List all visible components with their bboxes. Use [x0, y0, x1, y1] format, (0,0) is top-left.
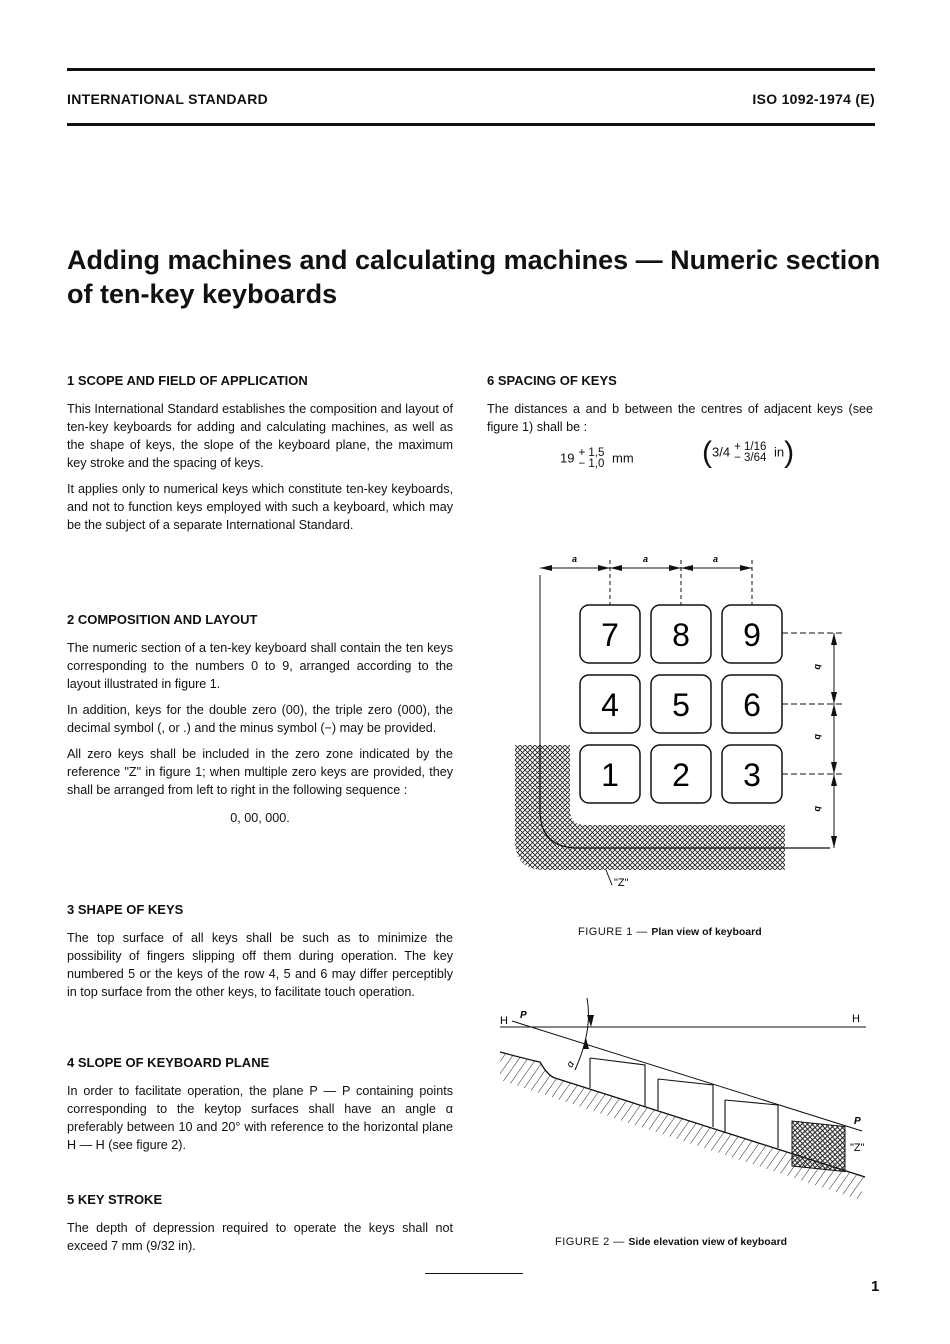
key-label: 9 — [743, 617, 761, 653]
zero-sequence: 0, 00, 000. — [230, 811, 290, 825]
figure-1-plan-view — [500, 545, 860, 895]
figure-1-caption: FIGURE 1 — Plan view of keyboard — [578, 926, 762, 938]
section-heading: 5 KEY STROKE — [67, 1192, 163, 1207]
page-title: Adding machines and calculating machines — Numeric section of ten-key keyboards — [67, 245, 881, 309]
spacing-formula-in: (3/4 + 1/16 − 3/64 in) — [702, 436, 795, 469]
svg-text:b: b — [813, 664, 823, 670]
svg-text:H: H — [500, 1015, 508, 1027]
footer-rule — [425, 1273, 523, 1274]
key-label: 5 — [672, 687, 690, 723]
spacing-formula-mm: 19 + 1,5 − 1,0 mm — [560, 447, 634, 470]
paragraph: The top surface of all keys shall be such as to minimize the possibility of fingers slipping off them during operation. The key numbered 5 or the keys of the row 4, 5 and 6 may differ perceptibly in top surface from the other keys, to facilitate touch operation. — [67, 931, 453, 999]
section-heading: 2 COMPOSITION AND LAYOUT — [67, 612, 258, 627]
header-rule — [67, 123, 875, 126]
key-label: 6 — [743, 687, 761, 723]
svg-text:P: P — [520, 1010, 527, 1021]
section-6 — [487, 372, 873, 444]
paragraph: The numeric section of a ten-key keyboard shall contain the ten keys corresponding to the numbers 0 to 9, arranged according to the layout illustrated in figure 1. — [67, 641, 453, 691]
section-1 — [67, 372, 453, 542]
svg-text:"Z": "Z" — [614, 877, 629, 889]
key-label: 1 — [601, 757, 619, 793]
top-rule — [67, 68, 875, 71]
key-label: 8 — [672, 617, 690, 653]
key-label: 2 — [672, 757, 690, 793]
paragraph: This International Standard establishes the composition and layout of ten-key keyboards for adding and calculating machines, as well as the shape of keys, the slope of the keyboard plane, the maximum key stroke and the spacing of keys. — [67, 402, 453, 470]
paragraph: The depth of depression required to operate the keys shall not exceed 7 mm (9/32 in). — [67, 1221, 453, 1253]
paragraph: In order to facilitate operation, the plane P — P containing points corresponding to the keytop surfaces shall have an angle α preferably between 10 and 20° with reference to the horizontal plane H — H (see figure 2). — [67, 1084, 453, 1152]
svg-text:H: H — [852, 1013, 860, 1025]
section-5 — [67, 1191, 453, 1263]
header-left: INTERNATIONAL STANDARD — [67, 91, 269, 107]
svg-text:"Z": "Z" — [850, 1142, 865, 1154]
section-heading: 1 SCOPE AND FIELD OF APPLICATION — [67, 373, 308, 388]
section-4 — [67, 1054, 453, 1162]
key-label: 3 — [743, 757, 761, 793]
figure-2-caption: FIGURE 2 — Side elevation view of keyboard — [555, 1236, 788, 1248]
section-heading: 3 SHAPE OF KEYS — [67, 902, 184, 917]
header-right: ISO 1092-1974 (E) — [752, 91, 875, 107]
key-label: 4 — [601, 687, 619, 723]
svg-text:α: α — [564, 1059, 578, 1070]
paragraph: All zero keys shall be included in the zero zone indicated by the reference "Z" in figure 1; when multiple zero keys are provided, they shall be arranged from left to right in the following sequence : — [67, 747, 453, 797]
svg-text:a: a — [643, 554, 649, 564]
svg-text:a: a — [572, 554, 578, 564]
paragraph: In addition, keys for the double zero (00), the triple zero (000), the decimal symbol (, or .) and the minus symbol (−) may be provided. — [67, 703, 453, 735]
paragraph: The distances a and b between the centres of adjacent keys (see figure 1) shall be : — [487, 402, 873, 434]
key-label: 7 — [601, 617, 619, 653]
section-heading: 6 SPACING OF KEYS — [487, 373, 617, 388]
figure-2-side-elevation — [490, 990, 880, 1210]
svg-text:a: a — [713, 554, 719, 564]
svg-text:P: P — [854, 1116, 861, 1127]
svg-text:b: b — [813, 806, 823, 812]
svg-text:b: b — [813, 734, 823, 740]
section-3 — [67, 901, 453, 1009]
paragraph: It applies only to numerical keys which constitute ten-key keyboards, and not to function keys employed with such a keyboard, which may be the subject of a separate International Standard. — [67, 482, 453, 532]
section-2 — [67, 611, 453, 835]
page-number: 1 — [871, 1278, 880, 1295]
section-heading: 4 SLOPE OF KEYBOARD PLANE — [67, 1055, 270, 1070]
